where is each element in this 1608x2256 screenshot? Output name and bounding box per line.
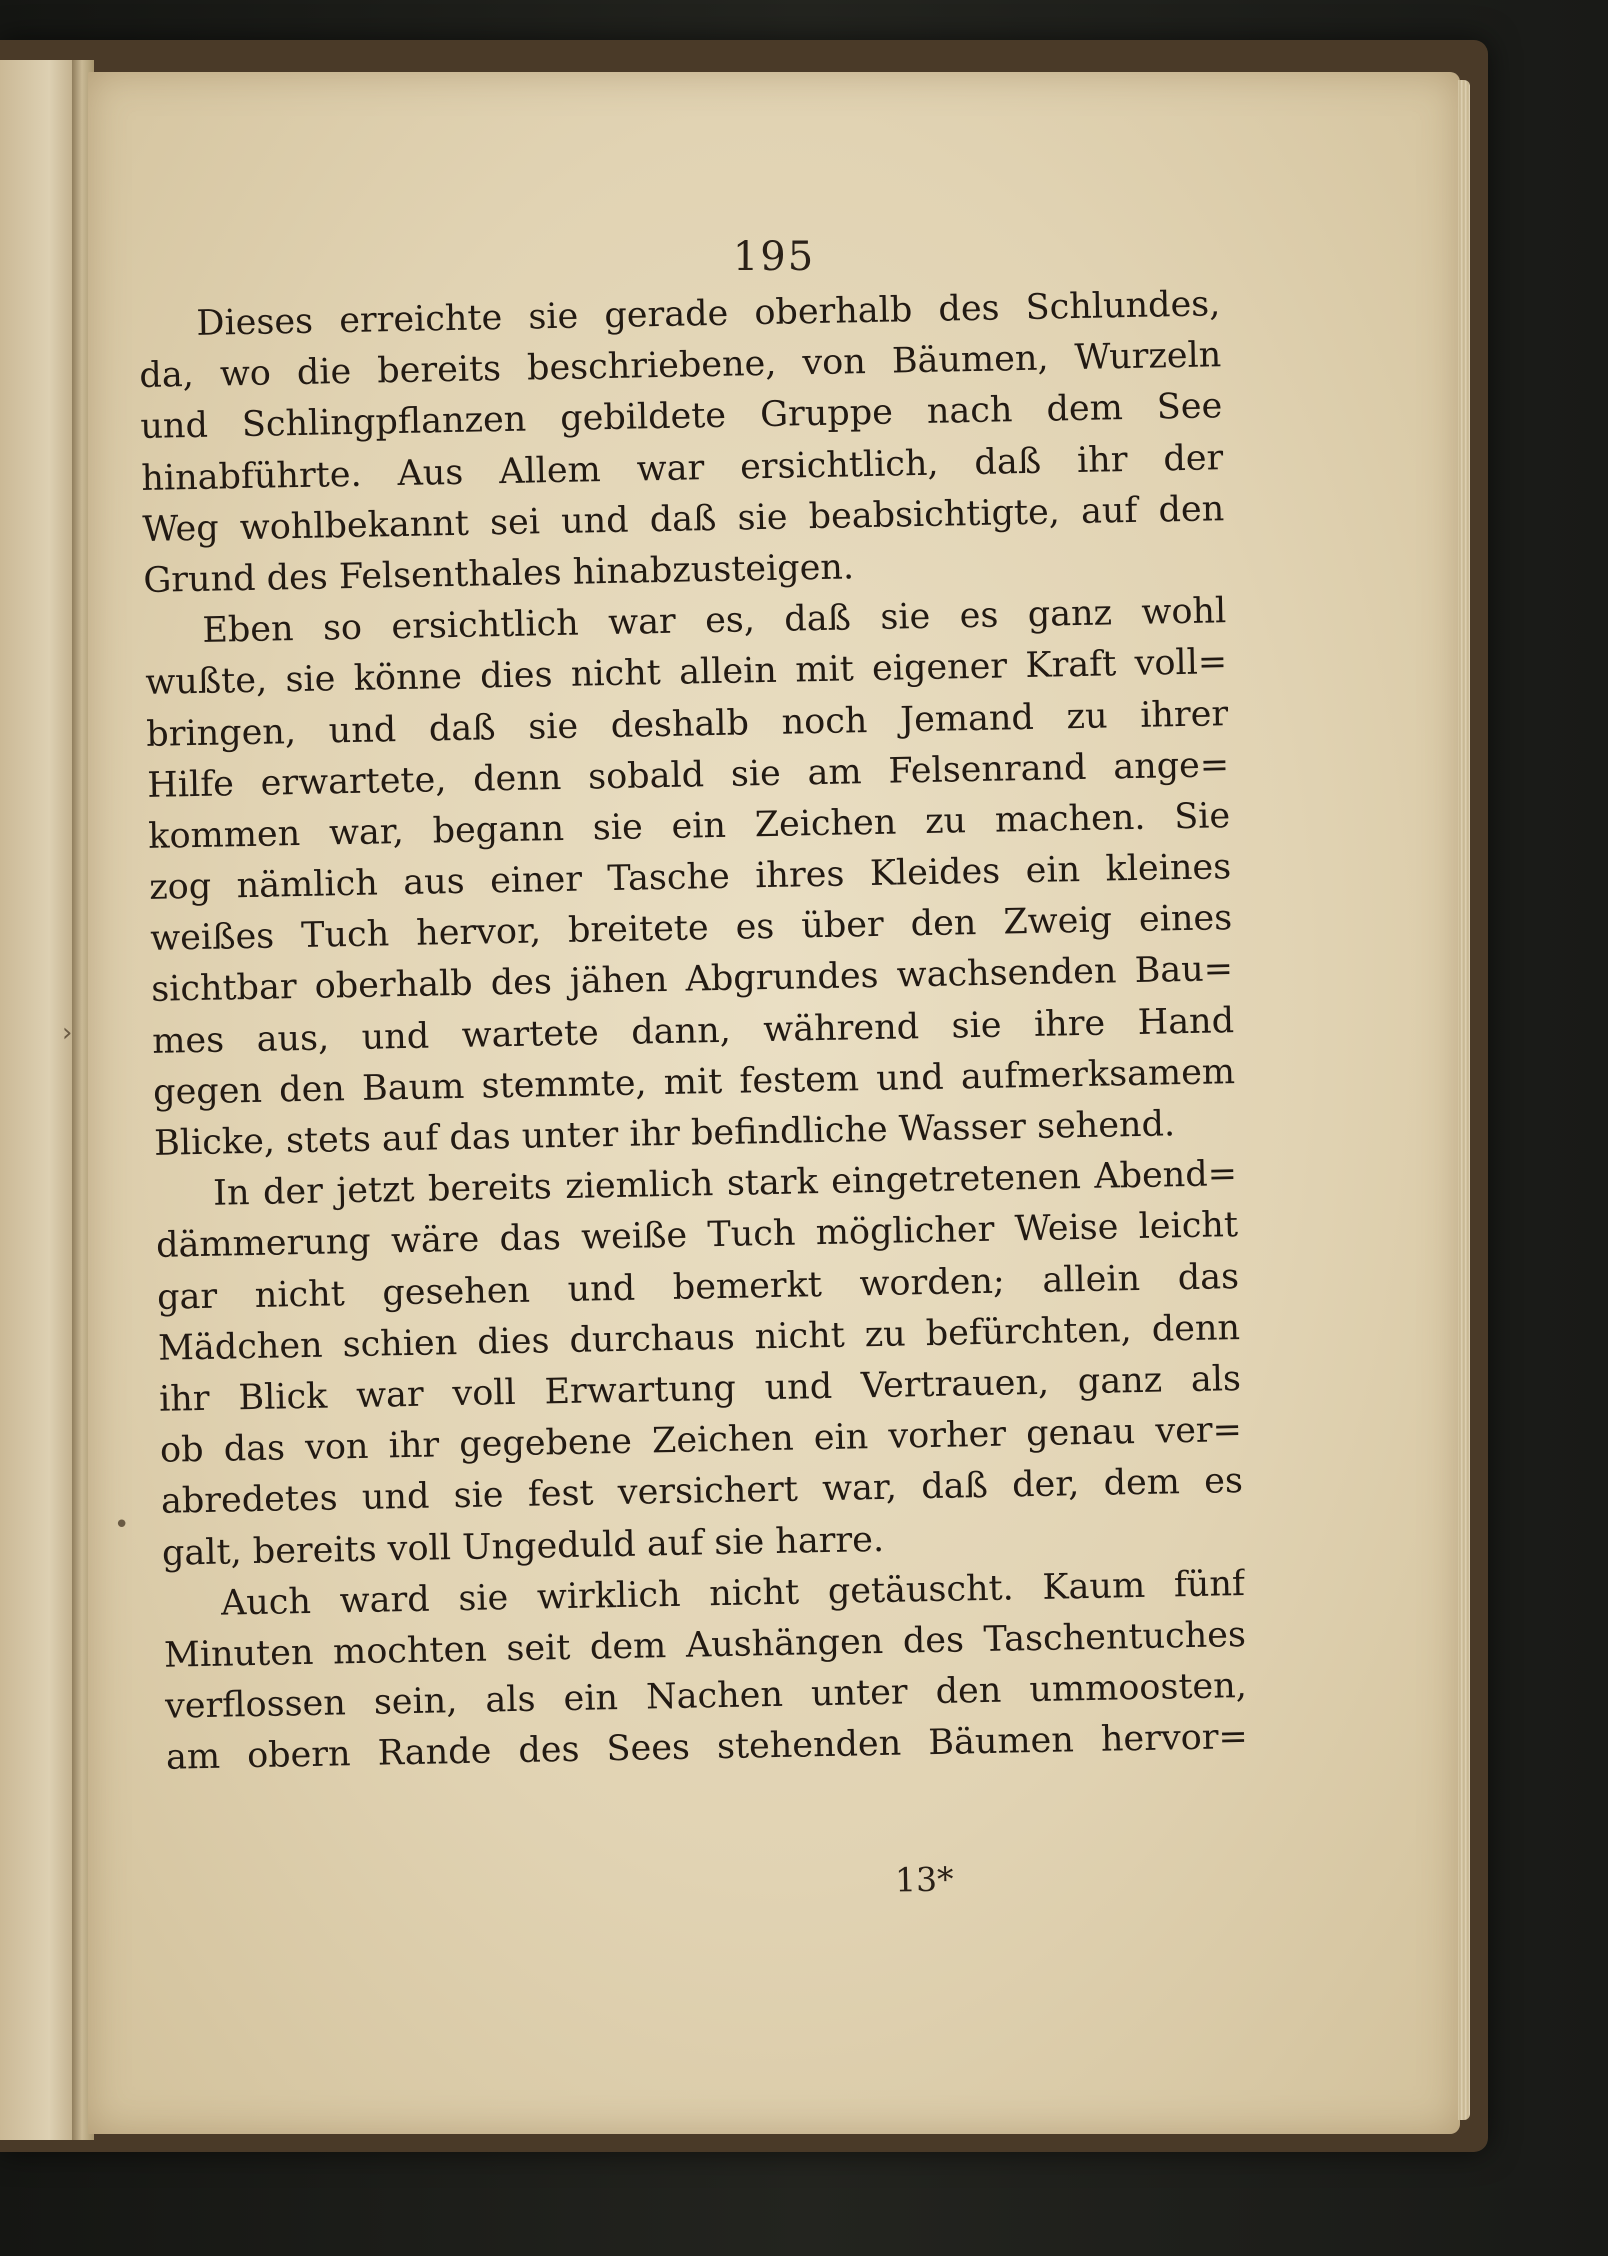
text-line: und Schlingpflanzen gebildete Gruppe nach dem See [140,386,1223,448]
text-line: ob das von ihr gegebene Zeichen ein vorher genau ver= [159,1410,1243,1471]
text-line: hinabführte. Aus Allem war ersichtlich, daß ihr der [141,437,1224,499]
text-line: Dieses erreichte sie gerade oberhalb des Schlundes, [196,284,1221,344]
text-line: kommen war, begann sie ein Zeichen zu machen. Sie [147,796,1231,857]
text-line: Minuten mochten seit dem Aushängen des Taschentuches [163,1614,1247,1676]
body-text [138,279,1248,1784]
text-line: gar nicht gesehen und bemerkt worden; allein das [156,1256,1240,1318]
left-page-edge [0,60,82,2140]
text-line: sichtbar oberhalb des jähen Abgrundes wachsenden Bau= [150,949,1234,1011]
text-line: dämmerung wäre das weiße Tuch möglicher Weise leicht [155,1205,1239,1267]
text-line: zog nämlich aus einer Tasche ihres Kleides ein kleines [148,847,1232,908]
page-stack-edge [1458,80,1470,2120]
ink-speck-icon: • [114,1510,130,1540]
text-line: Auch ward sie wirklich nicht getäuscht. Kaum fünf [220,1563,1246,1624]
text-line: wußte, sie könne dies nicht allein mit eigener Kraft voll= [144,642,1228,704]
text-line: gegen den Baum stemmte, mit festem und aufmerksamem [152,1051,1236,1113]
text-line: Weg wohlbekannt sei und daß sie beabsichtigte, auf den [142,488,1225,550]
text-line: Eben so ersichtlich war es, daß sie es ganz wohl [201,591,1227,651]
text-line: Blicke, stets auf das unter ihr befindliche Wasser sehend. [153,1104,1176,1164]
text-line: ihr Blick war voll Erwartung und Vertrauen, ganz als [158,1358,1242,1420]
page-number: 195 [732,234,816,280]
text-line: mes aus, und wartete dann, während sie ihre Hand [151,1000,1235,1062]
text-line: verflossen sein, als ein Nachen unter den ummoosten, [164,1666,1248,1727]
text-line: da, wo die bereits beschriebene, von Bäumen, Wurzeln [139,335,1222,397]
text-line: Grund des Felsenthales hinabzusteigen. [143,547,855,601]
text-line: Mädchen schien dies durchaus nicht zu befürchten, denn [157,1307,1241,1369]
signature-mark: 13* [894,1859,954,1900]
margin-arrow-icon: › [62,1018,73,1048]
text-line: abredetes und sie fest versichert war, daß der, dem es [160,1461,1244,1523]
text-line: am obern Rande des Sees stehenden Bäumen hervor= [165,1717,1249,1778]
text-line: weißes Tuch hervor, breitete es über den Zweig eines [149,898,1233,960]
text-line: In der jetzt bereits ziemlich stark eingetretenen Abend= [212,1154,1238,1214]
text-line: bringen, und daß sie deshalb noch Jemand zu ihrer [145,693,1229,755]
text-line: galt, bereits voll Ungeduld auf sie harre. [161,1519,885,1574]
text-line: Hilfe erwartete, denn sobald sie am Felsenrand ange= [146,744,1230,806]
